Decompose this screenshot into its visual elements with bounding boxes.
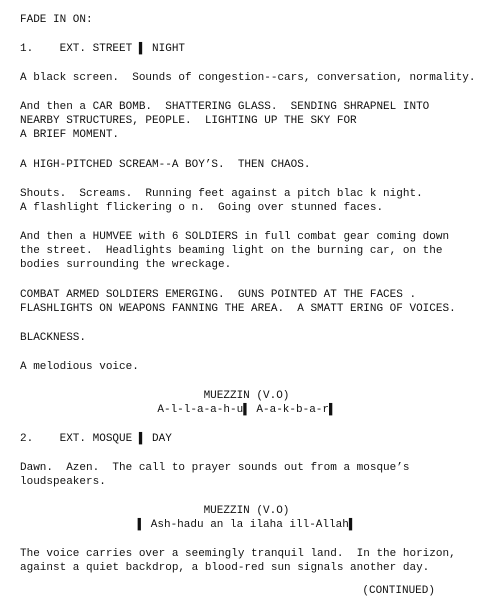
continued-marker: (CONTINUED): [362, 585, 435, 597]
action-line: A melodious voice.: [20, 361, 139, 373]
action-line: BLACKNESS.: [20, 332, 87, 344]
action-line: And then a HUMVEE with 6 SOLDIERS in full combat gear coming down: [20, 231, 450, 243]
action-line: NEARBY STRUCTURES, PEOPLE. LIGHTING UP THE SKY FOR: [20, 115, 357, 127]
character-name: MUEZZIN (V.O): [203, 390, 290, 402]
action-line: A BRIEF MOMENT.: [20, 129, 120, 141]
action-line: A HIGH-PITCHED SCREAM--A BOY’S. THEN CHAOS.: [20, 159, 311, 171]
dialogue-line: A-l-l-a-a-h-u▌ A-a-k-b-a-r▌: [157, 404, 336, 416]
action-line: And then a CAR BOMB. SHATTERING GLASS. SENDING SHRAPNEL INTO: [20, 101, 430, 113]
action-line: bodies surrounding the wreckage.: [20, 259, 232, 271]
action-line: loudspeakers.: [20, 476, 106, 488]
action-line: Dawn. Azen. The call to prayer sounds out from a mosque’s: [20, 462, 410, 474]
action-line: A black screen. Sounds of congestion--cars, conversation, normality.: [20, 72, 476, 84]
scene-heading-1: 1. EXT. STREET ▌ NIGHT: [20, 43, 186, 55]
action-line: against a quiet backdrop, a blood-red sun signals another day.: [20, 562, 430, 574]
action-line: The voice carries over a seemingly tranquil land. In the horizon,: [20, 548, 456, 560]
character-name: MUEZZIN (V.O): [203, 505, 290, 517]
dialogue-line: ▌ Ash-hadu an la ilaha ill-Allah▌: [137, 519, 356, 531]
action-line: COMBAT ARMED SOLDIERS EMERGING. GUNS POINTED AT THE FACES .: [20, 289, 417, 301]
action-line: A flashlight flickering o n. Going over stunned faces.: [20, 202, 384, 214]
action-line: the street. Headlights beaming light on the burning car, on the: [20, 245, 443, 257]
transition-fade-in: FADE IN ON:: [20, 14, 93, 26]
action-line: FLASHLIGHTS ON WEAPONS FANNING THE AREA. A SMATT ERING OF VOICES.: [20, 303, 456, 315]
action-line: Shouts. Screams. Running feet against a pitch blac k night.: [20, 188, 423, 200]
scene-heading-2: 2. EXT. MOSQUE ▌ DAY: [20, 433, 172, 445]
